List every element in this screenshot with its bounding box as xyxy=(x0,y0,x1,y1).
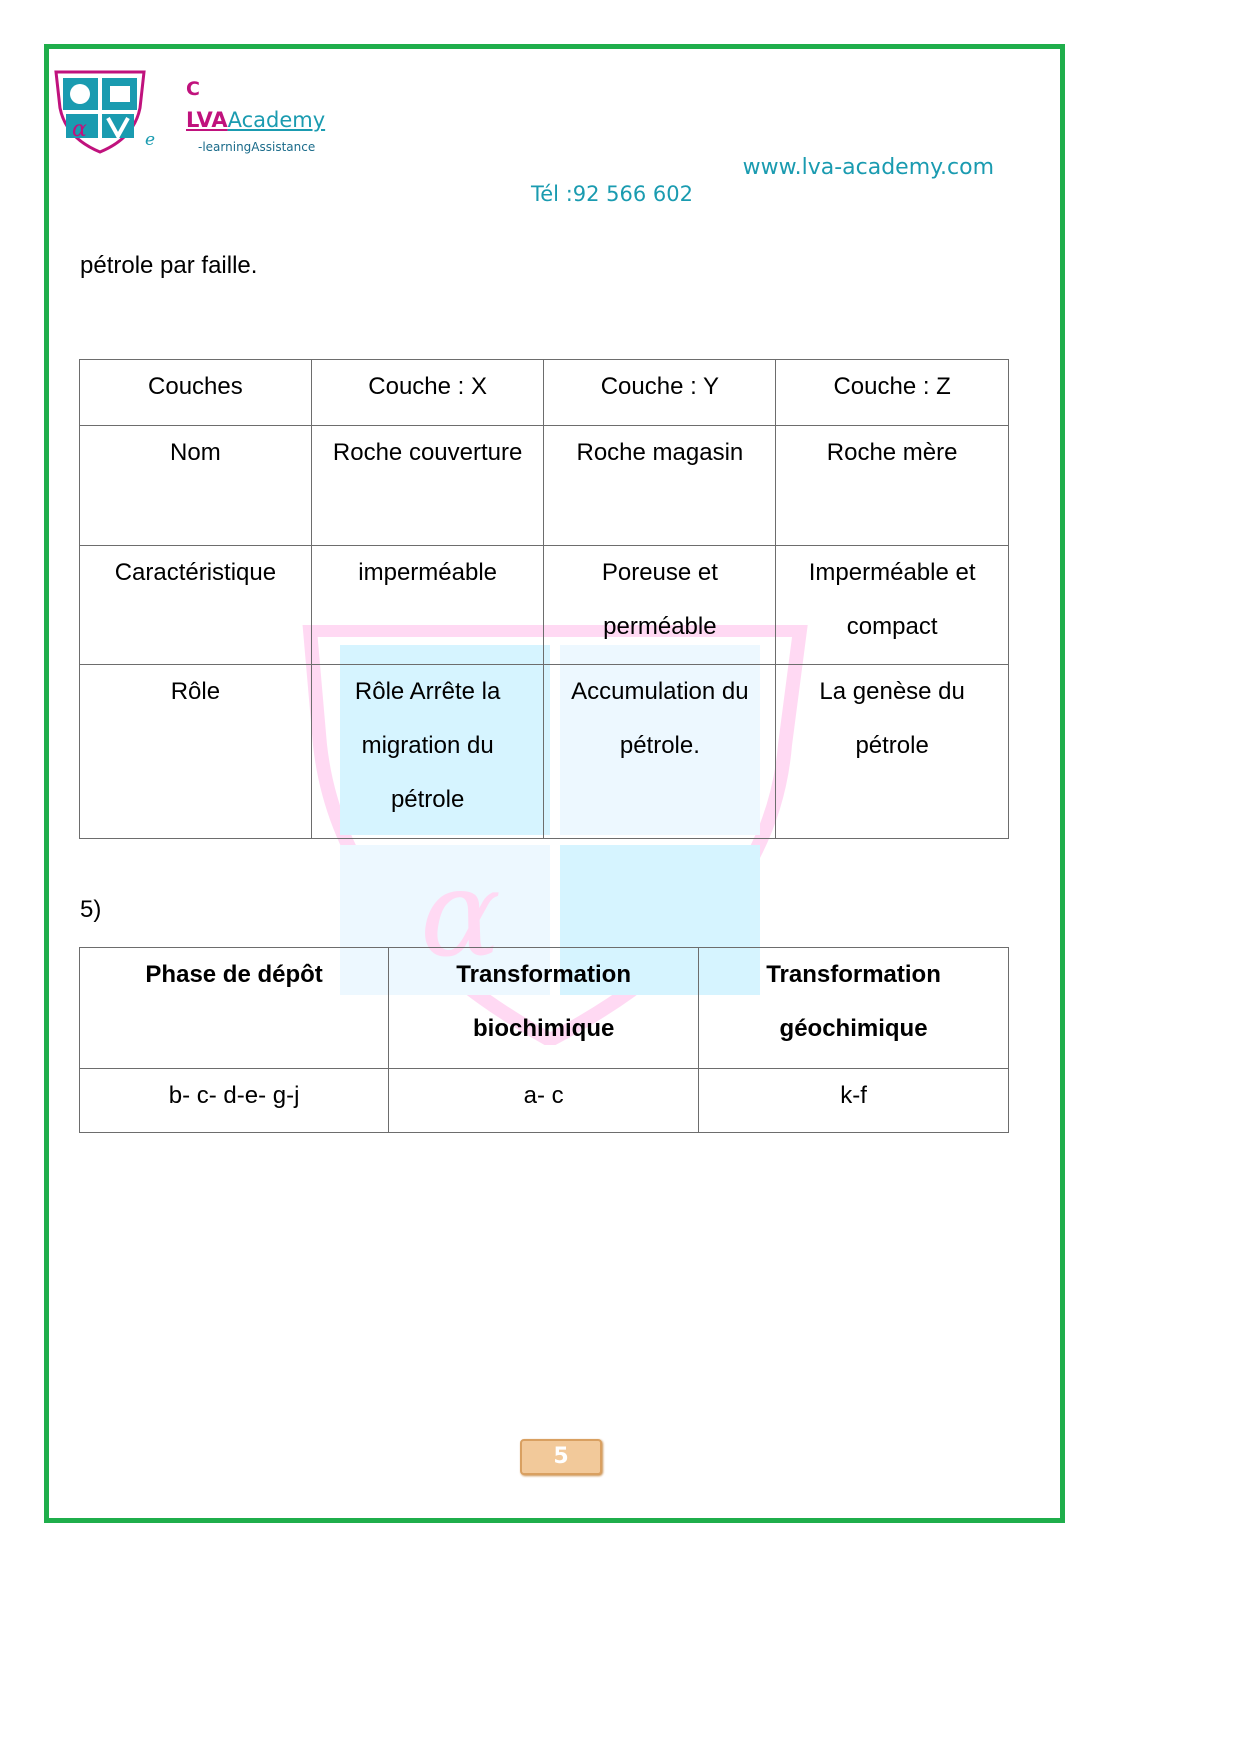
table-cell: Poreuse et perméable xyxy=(544,546,776,665)
table-header-row xyxy=(80,948,1009,1069)
intro-text: pétrole par faille. xyxy=(80,252,258,279)
brand-tagline: -learningAssistance xyxy=(198,140,316,154)
academy-logo xyxy=(52,68,148,154)
table-cell: Couches xyxy=(80,360,312,426)
svg-text:α: α xyxy=(420,845,502,984)
table-cell: imperméable xyxy=(311,546,544,665)
table-cell: Nom xyxy=(80,426,312,546)
table-row xyxy=(80,665,1009,839)
table-cell: Imperméable et compact xyxy=(776,546,1009,665)
table-row xyxy=(80,360,1009,426)
table-cell: Rôle Arrête la migration du pétrole xyxy=(311,665,544,839)
layers-table xyxy=(79,359,1009,839)
transformation-table xyxy=(79,947,1009,1133)
table-cell: Roche magasin xyxy=(544,426,776,546)
website-link[interactable]: www.lva-academy.com xyxy=(742,155,994,180)
brand-academy: Academy xyxy=(227,108,326,132)
table-cell: Rôle xyxy=(80,665,312,839)
table-cell: a- c xyxy=(389,1069,699,1133)
table-cell: Roche mère xyxy=(776,426,1009,546)
question-number: 5) xyxy=(80,896,102,923)
table-cell: b- c- d-e- g-j xyxy=(80,1069,389,1133)
table-cell: Couche : Y xyxy=(544,360,776,426)
table-header: Phase de dépôt xyxy=(80,948,389,1069)
svg-text:α: α xyxy=(72,117,87,142)
brand-e: e xyxy=(145,130,156,150)
table-row xyxy=(80,546,1009,665)
table-cell: Caractéristique xyxy=(80,546,312,665)
page-number: 5 xyxy=(520,1439,602,1475)
table-row xyxy=(80,426,1009,546)
table-cell: Accumulation du pétrole. xyxy=(544,665,776,839)
table-header: Transformation biochimique xyxy=(389,948,699,1069)
table-header: Transformation géochimique xyxy=(699,948,1009,1069)
table-cell: Roche couverture xyxy=(311,426,544,546)
table-cell: La genèse du pétrole xyxy=(776,665,1009,839)
table-cell: Couche : X xyxy=(311,360,544,426)
brand-letter: C xyxy=(186,78,200,100)
table-cell: k-f xyxy=(699,1069,1009,1133)
table-row xyxy=(80,1069,1009,1133)
brand-name xyxy=(186,108,325,132)
brand-lva: LVA xyxy=(186,108,228,132)
table-cell: Couche : Z xyxy=(776,360,1009,426)
phone-number: Tél :92 566 602 xyxy=(531,182,694,206)
